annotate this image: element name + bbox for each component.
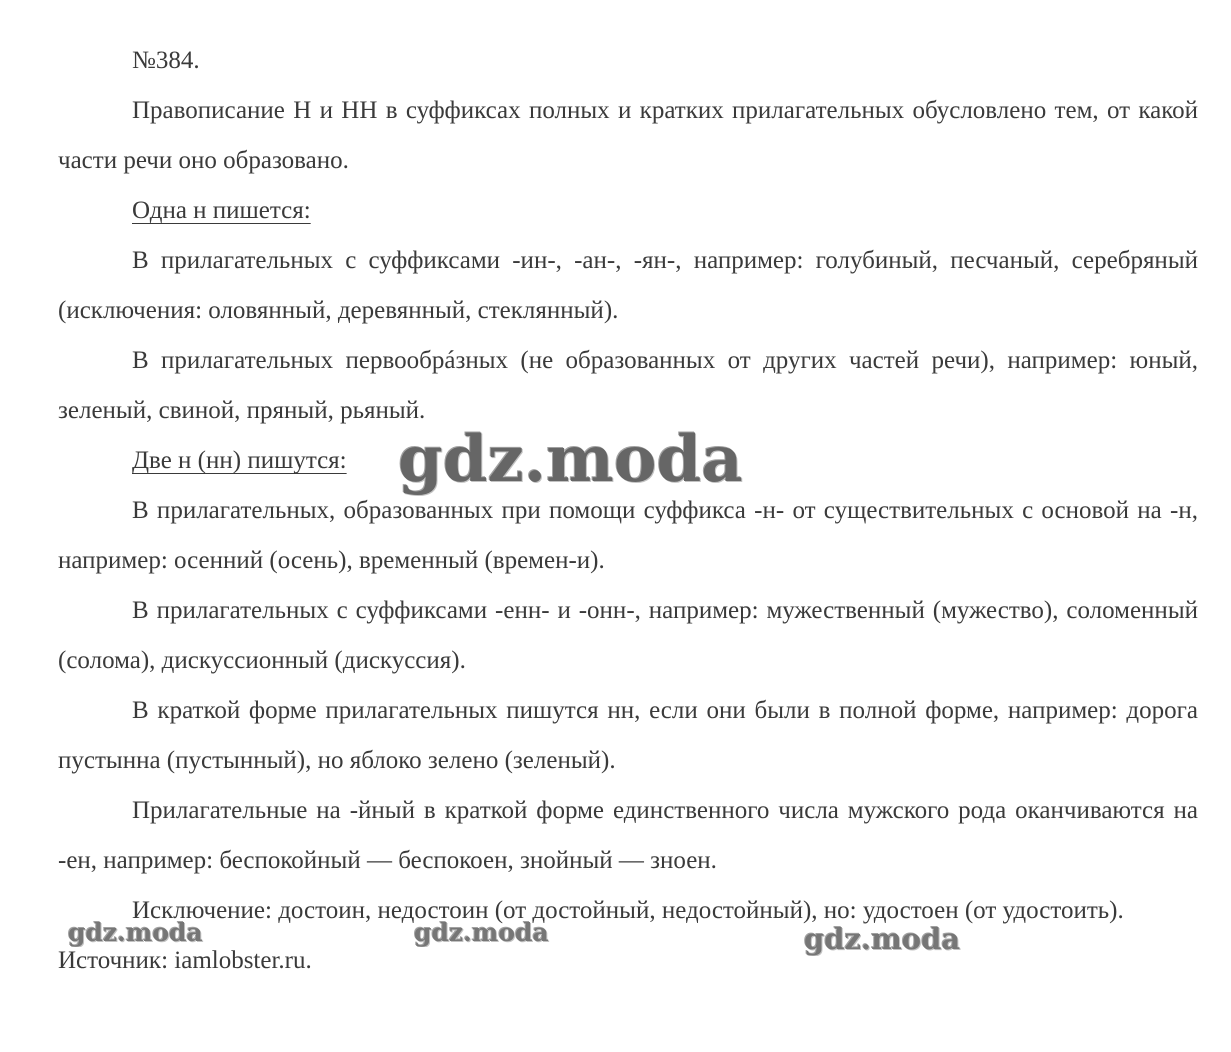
- watermark-main: gdz.moda: [398, 422, 743, 497]
- one-n-rule-1: В прилагательных с суффиксами -ин-, -ан-, -ян-, например: голубиный, песчаный, серебряный (исключения: оловянный, деревянный, стеклянный).: [58, 247, 1198, 324]
- intro-paragraph: Правописание Н и НН в суффиксах полных и кратких прилагательных обусловлено тем, от какой части речи оно образовано.: [58, 97, 1198, 174]
- two-n-heading: Две н (нн) пишутся:: [132, 447, 347, 474]
- watermark-bottom-center: gdz.moda: [414, 918, 549, 947]
- one-n-rule-2: В прилагательных первообрáзных (не образованных от других частей речи), например: юный, зеленый, свиной, пряный, рьяный.: [58, 347, 1198, 424]
- two-n-rule-1: В прилагательных, образованных при помощи суффикса -н- от существительных с основой на -н, например: осенний (осень), временный (времен-и).: [58, 497, 1198, 574]
- two-n-rule-2: В прилагательных с суффиксами -енн- и -онн-, например: мужественный (мужество), соломенный (солома), дискуссионный (дискуссия).: [58, 597, 1198, 674]
- task-number: №384.: [132, 47, 200, 74]
- watermark-bottom-left: gdz.moda: [68, 918, 203, 947]
- one-n-heading: Одна н пишется:: [132, 197, 311, 224]
- watermark-bottom-right: gdz.moda: [804, 922, 961, 956]
- short-form-rule: В краткой форме прилагательных пишутся нн, если они были в полной форме, например: дорога пустынна (пустынный), но яблоко зелено (зеленый).: [58, 697, 1198, 774]
- exception-paragraph: Исключение: достоин, недостоин (от достойный, недостойный), но: удостоен (от удостоить). Источник: iamlobster.ru.: [58, 897, 1124, 974]
- document-body: [58, 36, 1198, 986]
- yny-rule: Прилагательные на -йный в краткой форме единственного числа мужского рода оканчиваются на -ен, например: беспокойный — беспокоен, знойный — зноен.: [58, 797, 1198, 874]
